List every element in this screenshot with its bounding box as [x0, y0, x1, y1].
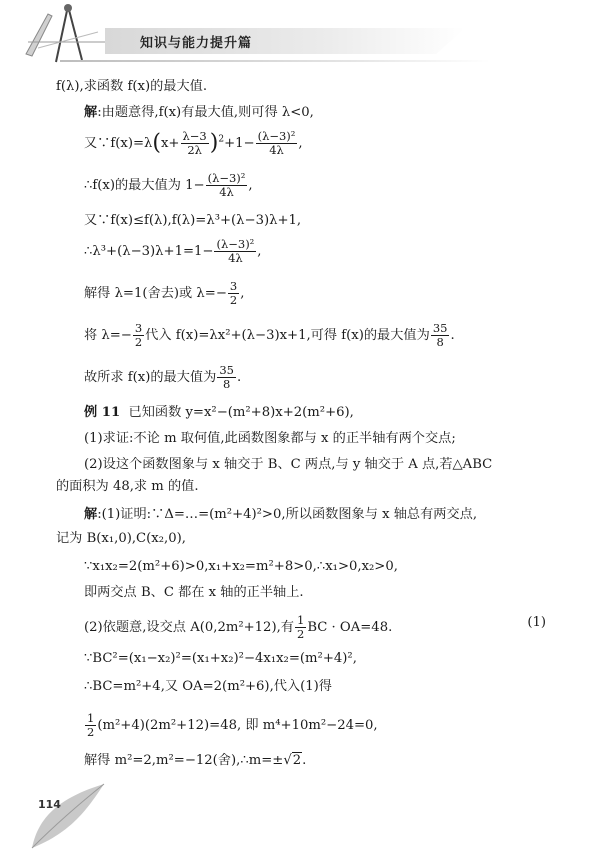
- text-line: (2)设这个函数图象与 x 轴交于 B、C 两点,与 y 轴交于 A 点,若△ABC: [84, 457, 493, 472]
- fraction: $\frac{\lambda-3}{2\lambda}$: [182, 129, 207, 157]
- text-line: 记为 B(x₁,0),C(x₂,0),: [56, 531, 186, 546]
- fraction: $\frac{35}{8}$: [219, 363, 234, 391]
- text-line: (1)求证:不论 m 取何值,此函数图象都与 x 的正半轴有两个交点;: [84, 431, 456, 446]
- formula-line: 将 λ=− $\frac{3}{2}$ 代入 f(x)=λx²+(λ−3)x+1,可得 f(x)的最大值为 $\frac{35}{8}$ .: [84, 321, 455, 349]
- equation-tag: (1): [527, 615, 546, 630]
- page-number: 114: [38, 798, 61, 811]
- formula-line: (2)依题意,设交点 A(0,2m²+12),有 $\frac{1}{2}$ BC · OA=48. (1): [84, 613, 546, 641]
- text-line: 即两交点 B、C 都在 x 轴的正半轴上.: [84, 585, 304, 600]
- formula-line: ∵BC²=(x₁−x₂)²=(x₁+x₂)²−4x₁x₂=(m²+4)²,: [84, 651, 357, 666]
- formula-line: ∵x₁x₂=2(m²+6)>0,x₁+x₂=m²+8>0,∴x₁>0,x₂>0,: [84, 559, 398, 574]
- fraction: $\frac{\text{(λ−3)²}}{4\lambda}$: [216, 237, 255, 265]
- solution-label: 解: [84, 507, 98, 522]
- fraction: $\frac{3}{2}$: [134, 321, 143, 349]
- formula-line: 解得 m²=2,m²=−12(舍),∴m=±√2.: [84, 753, 307, 768]
- formula-line: 解得 λ=1(舍去)或 λ=− $\frac{3}{2}$ ,: [84, 279, 245, 307]
- example-label: 例 11: [84, 405, 121, 420]
- fraction: $\frac{1}{2}$: [87, 711, 95, 739]
- formula-line: ∴λ³+(λ−3)λ+1=1− $\frac{\text{(λ−3)²}}{4\lambda}$ ,: [84, 237, 262, 265]
- text-line: 解:(1)证明:∵Δ=…=(m²+4)²>0,所以函数图象与 x 轴总有两交点,: [84, 507, 478, 522]
- text-line: 的面积为 48,求 m 的值.: [56, 479, 199, 494]
- formula-line: ∴BC=m²+4,又 OA=2(m²+6),代入(1)得: [84, 679, 332, 694]
- page-content: [56, 78, 546, 778]
- page-header: [0, 0, 590, 75]
- square-root: 2: [292, 753, 302, 768]
- example-heading: 例 11 已知函数 y=x²−(m²+8)x+2(m²+6),: [84, 405, 354, 420]
- fraction: $\frac{35}{8}$: [432, 321, 448, 349]
- fraction: $\frac{\text{(λ−3)²}}{4\lambda}$: [207, 171, 246, 199]
- formula-line: 又∵f(x)≤f(λ),f(λ)=λ³+(λ−3)λ+1,: [84, 213, 302, 228]
- header-rule: [60, 60, 490, 62]
- text-line: 解:由题意得,f(x)有最大值,则可得 λ<0,: [84, 105, 314, 120]
- text-line: f(λ),求函数 f(x)的最大值.: [56, 79, 208, 94]
- formula-line: $\frac{1}{2}$ (m²+4)(2m²+12)=48, 即 m⁴+10m²−24=0,: [87, 711, 378, 739]
- fraction: $\frac{1}{2}$: [296, 613, 305, 641]
- formula-line: 故所求 f(x)的最大值为 $\frac{35}{8}$ .: [84, 363, 242, 391]
- section-title: 知识与能力提升篇: [140, 36, 253, 51]
- formula-line: ∴f(x)的最大值为 1− $\frac{\text{(λ−3)²}}{4\lambda}$ ,: [84, 171, 253, 199]
- fraction: $\frac{3}{2}$: [229, 279, 238, 307]
- leaf-icon: [28, 778, 108, 850]
- fraction: $\frac{\text{(λ−3)²}}{4\lambda}$: [257, 129, 296, 157]
- formula-line: 又∵f(x)=λ(x+ $\frac{\lambda-3}{2\lambda}$ )$^2$+1− $\frac{\text{(λ−3)²}}{4\lambda}$ ,: [84, 129, 303, 157]
- solution-label: 解: [84, 105, 98, 120]
